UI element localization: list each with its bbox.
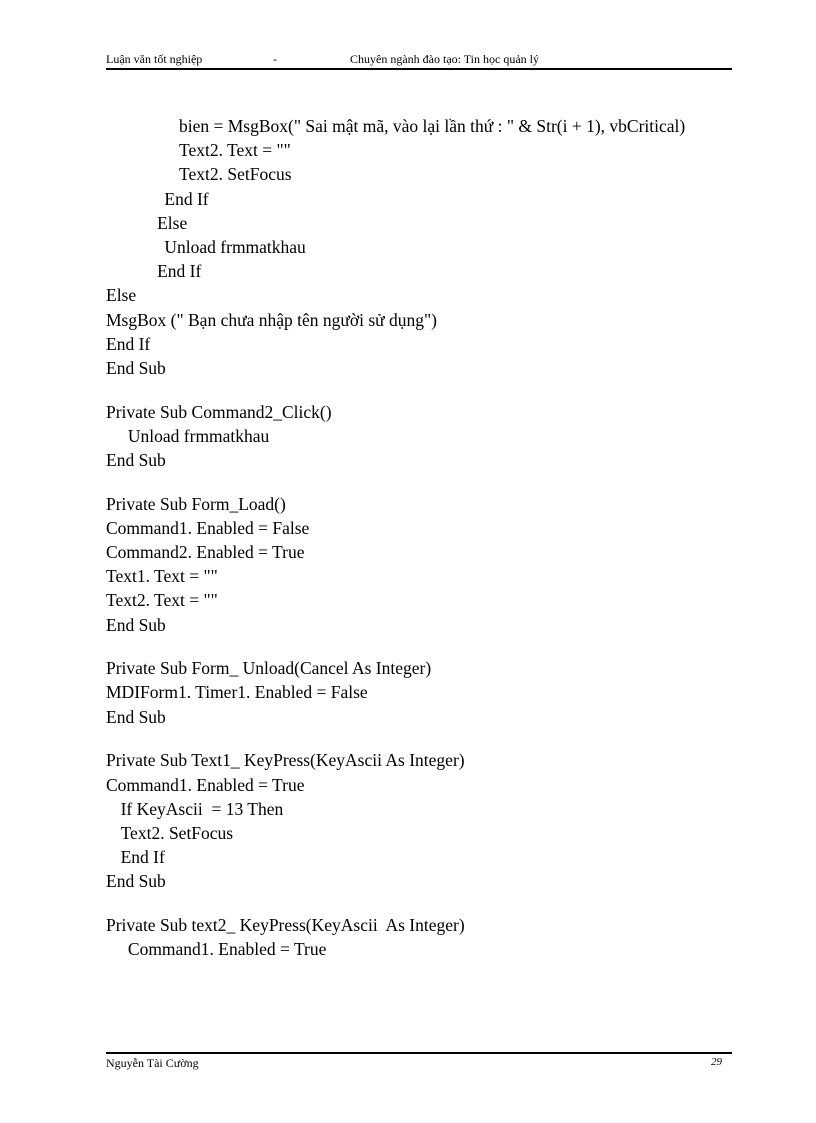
code-line: Else — [106, 285, 137, 306]
code-line: End If — [106, 333, 151, 354]
code-line: MDIForm1. Timer1. Enabled = False — [106, 682, 368, 703]
code-line: Command1. Enabled = True — [127, 939, 327, 960]
code-line: Private Sub text2_ KeyPress(KeyAscii As Integer) — [106, 914, 465, 935]
code-line: End Sub — [106, 449, 166, 470]
header-thesis-label: Luận văn tốt nghiệp — [106, 52, 203, 66]
code-line: End Sub — [106, 871, 166, 892]
code-blank-line — [106, 472, 746, 492]
code-line: End If — [164, 188, 209, 209]
footer-author: Nguyễn Tài Cường — [106, 1056, 199, 1070]
code-blank-line — [106, 380, 746, 400]
code-line: If KeyAscii = 13 Then — [120, 798, 284, 819]
page-footer — [106, 1056, 722, 1074]
code-line: Private Sub Command2_Click() — [106, 401, 332, 422]
code-blank-line — [106, 893, 746, 913]
code-line: Text2. SetFocus — [179, 164, 292, 185]
code-line: End Sub — [106, 706, 166, 727]
code-line: Command1. Enabled = False — [106, 517, 310, 538]
code-line: Text2. SetFocus — [120, 822, 234, 843]
code-listing — [106, 114, 746, 961]
code-line: Private Sub Form_Load() — [106, 493, 286, 514]
code-blank-line — [106, 637, 746, 657]
header-separator: - — [273, 52, 277, 66]
code-line: Text2. Text = "" — [106, 590, 218, 611]
code-line: Private Sub Form_ Unload(Cancel As Integer) — [106, 658, 432, 679]
code-blank-line — [106, 729, 746, 749]
code-line: Unload frmmatkhau — [127, 425, 270, 446]
code-line: End Sub — [106, 357, 166, 378]
code-line: Command1. Enabled = True — [106, 774, 305, 795]
header-rule — [106, 68, 732, 70]
code-line: Command2. Enabled = True — [106, 542, 305, 562]
code-line: Unload frmmatkhau — [164, 236, 306, 257]
code-line: Else — [157, 212, 188, 233]
header-major-label: Chuyên ngành đào tạo: Tin học quản lý — [350, 52, 539, 66]
page-number: 29 — [711, 1056, 722, 1068]
code-line: bien = MsgBox(" Sai mật mã, vào lại lần thứ : " & Str(i + 1), vbCritical) — [179, 116, 686, 136]
code-line: End Sub — [106, 614, 166, 635]
footer-rule — [106, 1052, 732, 1054]
code-line: Text2. Text = "" — [179, 140, 291, 161]
code-line: End If — [120, 847, 165, 868]
code-line: End If — [157, 261, 202, 282]
code-line: MsgBox (" Bạn chưa nhập tên người sử dụng") — [106, 309, 437, 330]
code-line: Text1. Text = "" — [106, 566, 218, 587]
code-line: Private Sub Text1_ KeyPress(KeyAscii As Integer) — [106, 750, 465, 771]
